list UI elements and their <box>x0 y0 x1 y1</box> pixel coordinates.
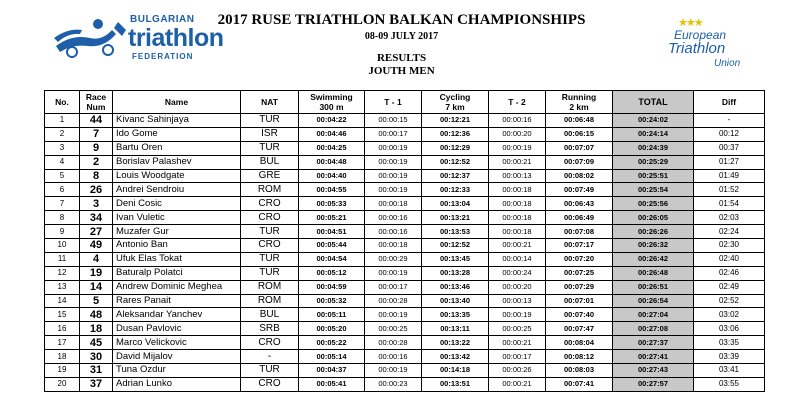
cell-swimming: 00:05:32 <box>299 294 365 308</box>
cell-t1: 00:00:15 <box>365 114 422 128</box>
cell-t1: 00:00:16 <box>365 350 422 364</box>
cell-swimming: 00:04:51 <box>299 225 365 239</box>
cell-running: 00:07:40 <box>546 308 613 322</box>
cell-race-num: 34 <box>80 211 113 225</box>
cell-nat: TUR <box>241 364 299 378</box>
cell-cycling: 00:13:42 <box>422 350 489 364</box>
cell-running: 00:07:20 <box>546 252 613 266</box>
table-row <box>45 197 765 211</box>
cell-running: 00:07:09 <box>546 155 613 169</box>
cell-running: 00:06:15 <box>546 127 613 141</box>
cell-t2: 00:00:26 <box>489 364 546 378</box>
table-row <box>45 308 765 322</box>
logo-left-line1: BULGARIAN <box>130 14 195 25</box>
cell-total: 00:26:26 <box>613 225 694 239</box>
cell-t2: 00:00:21 <box>489 336 546 350</box>
table-row <box>45 239 765 253</box>
cell-t1: 00:00:18 <box>365 197 422 211</box>
cell-t1: 00:00:19 <box>365 364 422 378</box>
cell-t1: 00:00:23 <box>365 377 422 391</box>
cell-diff: 02:49 <box>694 280 765 294</box>
cell-t1: 00:00:16 <box>365 225 422 239</box>
cell-nat: GRE <box>241 169 299 183</box>
cell-t2: 00:00:18 <box>489 211 546 225</box>
cell-t2: 00:00:13 <box>489 169 546 183</box>
cell-race-num: 31 <box>80 364 113 378</box>
cell-diff: 02:52 <box>694 294 765 308</box>
cell-race-num: 44 <box>80 114 113 128</box>
cell-nat: ROM <box>241 280 299 294</box>
cell-no: 18 <box>45 350 80 364</box>
cell-nat: TUR <box>241 252 299 266</box>
cell-total: 00:27:04 <box>613 308 694 322</box>
table-row <box>45 183 765 197</box>
cell-cycling: 00:13:28 <box>422 266 489 280</box>
cell-running: 00:07:25 <box>546 266 613 280</box>
cell-running: 00:07:49 <box>546 183 613 197</box>
cell-no: 7 <box>45 197 80 211</box>
cell-nat: CRO <box>241 336 299 350</box>
cell-t2: 00:00:19 <box>489 141 546 155</box>
cell-cycling: 00:13:35 <box>422 308 489 322</box>
cell-no: 11 <box>45 252 80 266</box>
cell-race-num: 9 <box>80 141 113 155</box>
cell-t2: 00:00:20 <box>489 280 546 294</box>
cell-nat: BUL <box>241 308 299 322</box>
cell-swimming: 00:05:14 <box>299 350 365 364</box>
col-t2: T - 2 <box>489 91 546 114</box>
cell-no: 14 <box>45 294 80 308</box>
cell-name: Ivan Vuletic <box>113 211 241 225</box>
cell-diff: 03:41 <box>694 364 765 378</box>
cell-running: 00:07:17 <box>546 239 613 253</box>
cell-t2: 00:00:16 <box>489 114 546 128</box>
cell-race-num: 49 <box>80 239 113 253</box>
cell-cycling: 00:12:37 <box>422 169 489 183</box>
cell-swimming: 00:05:21 <box>299 211 365 225</box>
cell-t2: 00:00:24 <box>489 266 546 280</box>
cell-diff: 02:30 <box>694 239 765 253</box>
cell-diff: 02:40 <box>694 252 765 266</box>
cell-no: 4 <box>45 155 80 169</box>
cell-swimming: 00:04:40 <box>299 169 365 183</box>
cell-cycling: 00:14:18 <box>422 364 489 378</box>
cell-diff: 03:06 <box>694 322 765 336</box>
cell-diff: 01:52 <box>694 183 765 197</box>
cell-race-num: 37 <box>80 377 113 391</box>
cell-swimming: 00:04:55 <box>299 183 365 197</box>
cell-nat: SRB <box>241 322 299 336</box>
cell-race-num: 8 <box>80 169 113 183</box>
cell-running: 00:08:04 <box>546 336 613 350</box>
cell-t1: 00:00:18 <box>365 239 422 253</box>
cell-name: Muzafer Gur <box>113 225 241 239</box>
cell-cycling: 00:13:51 <box>422 377 489 391</box>
col-swimming: Swimming 300 m <box>299 91 365 114</box>
cell-diff: - <box>694 114 765 128</box>
cell-cycling: 00:12:52 <box>422 239 489 253</box>
cell-running: 00:07:29 <box>546 280 613 294</box>
logo-left-line3: FEDERATION <box>132 52 194 61</box>
cell-t1: 00:00:17 <box>365 280 422 294</box>
cell-running: 00:08:03 <box>546 364 613 378</box>
cell-race-num: 30 <box>80 350 113 364</box>
header-row <box>45 91 765 114</box>
cell-nat: ROM <box>241 294 299 308</box>
cell-total: 00:26:32 <box>613 239 694 253</box>
cell-total: 00:26:48 <box>613 266 694 280</box>
cell-cycling: 00:13:22 <box>422 336 489 350</box>
cell-t2: 00:00:14 <box>489 252 546 266</box>
cell-no: 13 <box>45 280 80 294</box>
cell-diff: 02:03 <box>694 211 765 225</box>
cell-diff: 03:39 <box>694 350 765 364</box>
cell-total: 00:27:37 <box>613 336 694 350</box>
cell-name: Aleksandar Yanchev <box>113 308 241 322</box>
cell-diff: 01:27 <box>694 155 765 169</box>
cell-nat: TUR <box>241 225 299 239</box>
cell-running: 00:07:07 <box>546 141 613 155</box>
cell-t1: 00:00:16 <box>365 211 422 225</box>
cell-diff: 03:35 <box>694 336 765 350</box>
cell-no: 2 <box>45 127 80 141</box>
cell-total: 00:25:29 <box>613 155 694 169</box>
cell-name: Louis Woodgate <box>113 169 241 183</box>
cell-name: David Mijalov <box>113 350 241 364</box>
cell-race-num: 7 <box>80 127 113 141</box>
cell-running: 00:07:41 <box>546 377 613 391</box>
cell-swimming: 00:05:22 <box>299 336 365 350</box>
cell-swimming: 00:04:22 <box>299 114 365 128</box>
cell-no: 3 <box>45 141 80 155</box>
cell-swimming: 00:05:12 <box>299 266 365 280</box>
cell-name: Deni Cosic <box>113 197 241 211</box>
cell-cycling: 00:13:11 <box>422 322 489 336</box>
cell-race-num: 14 <box>80 280 113 294</box>
col-name: Name <box>113 91 241 114</box>
cell-swimming: 00:04:37 <box>299 364 365 378</box>
col-diff: Diff <box>694 91 765 114</box>
cell-no: 16 <box>45 322 80 336</box>
table-row <box>45 211 765 225</box>
cell-no: 5 <box>45 169 80 183</box>
table-row <box>45 114 765 128</box>
cell-nat: CRO <box>241 377 299 391</box>
cell-cycling: 00:13:40 <box>422 294 489 308</box>
cell-t2: 00:00:21 <box>489 155 546 169</box>
table-row <box>45 141 765 155</box>
cell-swimming: 00:04:54 <box>299 252 365 266</box>
cell-t1: 00:00:19 <box>365 266 422 280</box>
cell-cycling: 00:13:45 <box>422 252 489 266</box>
table-row <box>45 155 765 169</box>
cell-swimming: 00:05:41 <box>299 377 365 391</box>
logo-left-line2: triathlon <box>128 24 224 52</box>
table-row <box>45 336 765 350</box>
cell-nat: CRO <box>241 239 299 253</box>
table-row <box>45 266 765 280</box>
cell-running: 00:07:08 <box>546 225 613 239</box>
cell-nat: ROM <box>241 183 299 197</box>
event-dates: 08-09 JULY 2017 <box>364 31 439 42</box>
cell-name: Baturalp Polatci <box>113 266 241 280</box>
cell-race-num: 19 <box>80 266 113 280</box>
logo-right-line3: Union <box>714 58 741 69</box>
cell-no: 17 <box>45 336 80 350</box>
cell-no: 6 <box>45 183 80 197</box>
cell-t1: 00:00:17 <box>365 127 422 141</box>
cell-t1: 00:00:28 <box>365 294 422 308</box>
table-row <box>45 377 765 391</box>
cell-t2: 00:00:20 <box>489 127 546 141</box>
logo-right-line1: European <box>674 28 727 42</box>
cell-name: Adrian Lunko <box>113 377 241 391</box>
cell-nat: CRO <box>241 197 299 211</box>
table-row <box>45 225 765 239</box>
cell-name: Andrew Dominic Meghea <box>113 280 241 294</box>
col-cycling: Cycling 7 km <box>422 91 489 114</box>
cell-diff: 00:12 <box>694 127 765 141</box>
col-total: TOTAL <box>613 91 694 114</box>
cell-name: Dusan Pavlovic <box>113 322 241 336</box>
cell-total: 00:24:39 <box>613 141 694 155</box>
cell-name: Ufuk Elas Tokat <box>113 252 241 266</box>
cell-total: 00:24:02 <box>613 114 694 128</box>
cell-t1: 00:00:19 <box>365 183 422 197</box>
col-race-num: Race Num <box>80 91 113 114</box>
cell-cycling: 00:12:36 <box>422 127 489 141</box>
cell-no: 8 <box>45 211 80 225</box>
cell-diff: 03:02 <box>694 308 765 322</box>
cell-running: 00:07:01 <box>546 294 613 308</box>
cell-total: 00:27:41 <box>613 350 694 364</box>
cell-no: 19 <box>45 364 80 378</box>
cell-diff: 02:24 <box>694 225 765 239</box>
cell-running: 00:08:12 <box>546 350 613 364</box>
cell-nat: - <box>241 350 299 364</box>
page-title: 2017 RUSE TRIATHLON BALKAN CHAMPIONSHIPS <box>217 12 586 28</box>
cell-t2: 00:00:19 <box>489 308 546 322</box>
table-row <box>45 350 765 364</box>
cell-diff: 03:55 <box>694 377 765 391</box>
cell-swimming: 00:05:20 <box>299 322 365 336</box>
cell-swimming: 00:05:33 <box>299 197 365 211</box>
cell-diff: 02:46 <box>694 266 765 280</box>
table-row <box>45 280 765 294</box>
cell-swimming: 00:05:11 <box>299 308 365 322</box>
cell-nat: TUR <box>241 114 299 128</box>
cell-name: Antonio Ban <box>113 239 241 253</box>
cell-race-num: 45 <box>80 336 113 350</box>
cell-total: 00:26:51 <box>613 280 694 294</box>
col-running: Running 2 km <box>546 91 613 114</box>
cell-t2: 00:00:18 <box>489 183 546 197</box>
cell-nat: TUR <box>241 266 299 280</box>
cell-name: Ido Gome <box>113 127 241 141</box>
table-row <box>45 322 765 336</box>
cell-t2: 00:00:21 <box>489 239 546 253</box>
cell-running: 00:06:43 <box>546 197 613 211</box>
cell-no: 20 <box>45 377 80 391</box>
cell-total: 00:27:43 <box>613 364 694 378</box>
cell-diff: 01:54 <box>694 197 765 211</box>
cell-t2: 00:00:18 <box>489 225 546 239</box>
col-nat: NAT <box>241 91 299 114</box>
cell-t1: 00:00:19 <box>365 155 422 169</box>
results-table <box>44 90 765 392</box>
cell-cycling: 00:13:53 <box>422 225 489 239</box>
cell-t2: 00:00:17 <box>489 350 546 364</box>
cell-name: Kivanc Sahinjaya <box>113 114 241 128</box>
cell-total: 00:26:42 <box>613 252 694 266</box>
table-row <box>45 252 765 266</box>
cell-total: 00:24:14 <box>613 127 694 141</box>
cell-no: 9 <box>45 225 80 239</box>
cell-cycling: 00:12:21 <box>422 114 489 128</box>
col-t1: T - 1 <box>365 91 422 114</box>
cell-running: 00:06:48 <box>546 114 613 128</box>
cell-total: 00:27:57 <box>613 377 694 391</box>
table-row <box>45 364 765 378</box>
logo-right-line2: Triathlon <box>668 40 726 57</box>
cell-race-num: 2 <box>80 155 113 169</box>
cell-swimming: 00:04:48 <box>299 155 365 169</box>
cell-swimming: 00:04:59 <box>299 280 365 294</box>
cell-t2: 00:00:21 <box>489 377 546 391</box>
col-no: No. <box>45 91 80 114</box>
cell-name: Borislav Palashev <box>113 155 241 169</box>
cell-name: Rares Panait <box>113 294 241 308</box>
cell-t1: 00:00:19 <box>365 308 422 322</box>
cell-diff: 00:37 <box>694 141 765 155</box>
cell-race-num: 4 <box>80 252 113 266</box>
category-title: JOUTH MEN <box>368 65 435 77</box>
cell-total: 00:25:51 <box>613 169 694 183</box>
cell-total: 00:27:08 <box>613 322 694 336</box>
cell-cycling: 00:12:33 <box>422 183 489 197</box>
table-row <box>45 169 765 183</box>
cell-swimming: 00:04:25 <box>299 141 365 155</box>
cell-no: 10 <box>45 239 80 253</box>
cell-nat: BUL <box>241 155 299 169</box>
cell-t1: 00:00:28 <box>365 336 422 350</box>
cell-race-num: 3 <box>80 197 113 211</box>
cell-diff: 01:49 <box>694 169 765 183</box>
cell-no: 1 <box>45 114 80 128</box>
cell-total: 00:26:54 <box>613 294 694 308</box>
cell-cycling: 00:13:04 <box>422 197 489 211</box>
cell-running: 00:07:47 <box>546 322 613 336</box>
cell-cycling: 00:13:46 <box>422 280 489 294</box>
cell-t2: 00:00:18 <box>489 197 546 211</box>
cell-t1: 00:00:19 <box>365 141 422 155</box>
cell-t1: 00:00:25 <box>365 322 422 336</box>
cell-name: Andrei Sendroiu <box>113 183 241 197</box>
cell-name: Marco Velickovic <box>113 336 241 350</box>
table-row <box>45 127 765 141</box>
cell-no: 12 <box>45 266 80 280</box>
cell-t2: 00:00:13 <box>489 294 546 308</box>
cell-race-num: 18 <box>80 322 113 336</box>
european-triathlon-union-logo <box>662 16 762 71</box>
cell-t2: 00:00:25 <box>489 322 546 336</box>
cell-total: 00:25:56 <box>613 197 694 211</box>
cell-cycling: 00:13:21 <box>422 211 489 225</box>
cell-running: 00:06:49 <box>546 211 613 225</box>
cell-nat: CRO <box>241 211 299 225</box>
cell-running: 00:08:02 <box>546 169 613 183</box>
cell-cycling: 00:12:29 <box>422 141 489 155</box>
cell-no: 15 <box>45 308 80 322</box>
cell-race-num: 5 <box>80 294 113 308</box>
cell-nat: TUR <box>241 141 299 155</box>
cell-nat: ISR <box>241 127 299 141</box>
stars-icon: ★★★ <box>678 17 702 29</box>
cell-total: 00:26:05 <box>613 211 694 225</box>
cell-swimming: 00:04:46 <box>299 127 365 141</box>
cell-name: Bartu Oren <box>113 141 241 155</box>
section-title: RESULTS <box>376 52 427 64</box>
cell-race-num: 48 <box>80 308 113 322</box>
cell-cycling: 00:12:52 <box>422 155 489 169</box>
table-row <box>45 294 765 308</box>
cell-t1: 00:00:19 <box>365 169 422 183</box>
cell-total: 00:25:54 <box>613 183 694 197</box>
cell-race-num: 27 <box>80 225 113 239</box>
cell-name: Tuna Ozdur <box>113 364 241 378</box>
cell-t1: 00:00:29 <box>365 252 422 266</box>
cell-race-num: 26 <box>80 183 113 197</box>
cell-swimming: 00:05:44 <box>299 239 365 253</box>
